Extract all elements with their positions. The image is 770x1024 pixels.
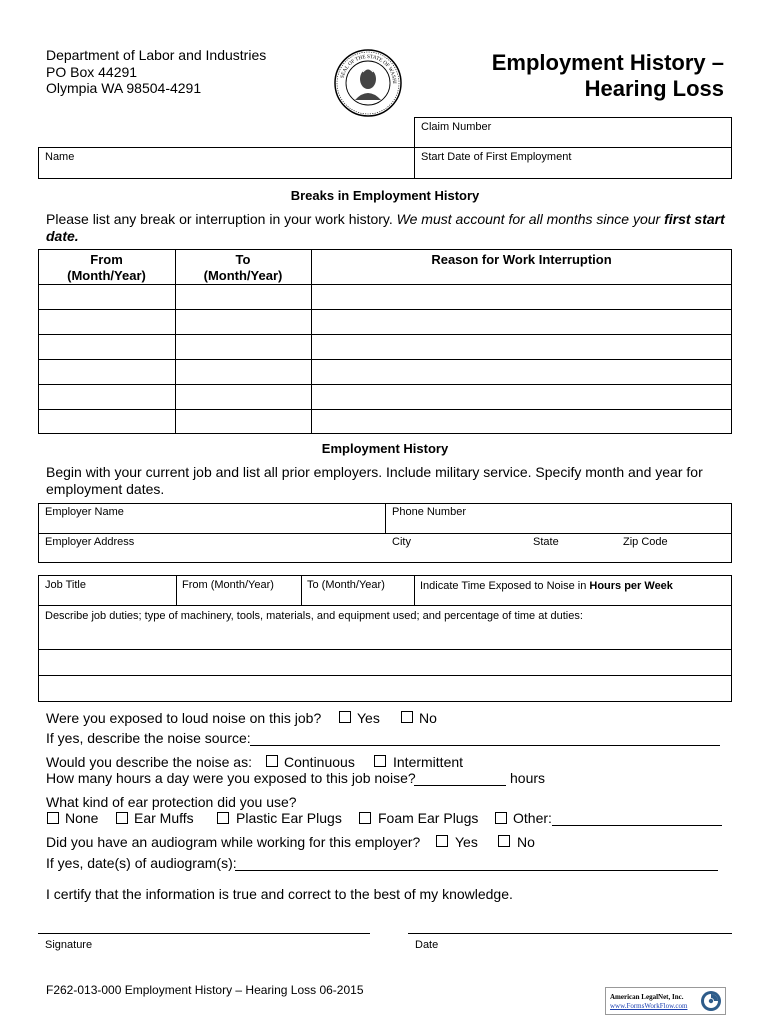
claim-number-label: Claim Number (421, 121, 492, 133)
q-audiogram-dates: If yes, date(s) of audiogram(s): (46, 855, 237, 871)
job-to-label: To (Month/Year) (307, 579, 385, 591)
employer-name-label: Employer Name (45, 506, 124, 518)
form-id: F262-013-000 Employment History – Hearing Loss 06-2015 (46, 983, 364, 997)
vendor-url[interactable]: www.FormsWorkFlow.com (610, 1002, 688, 1010)
hours-per-day-line[interactable] (414, 785, 506, 786)
seal-text: SEAL OF THE STATE OF WASHI (339, 53, 398, 84)
noise-source-line[interactable] (250, 745, 720, 746)
employment-heading: Employment History (321, 441, 449, 456)
agency-po-box: PO Box 44291 (46, 63, 138, 80)
employer-col-divider (385, 503, 386, 533)
vendor-name: American LegalNet, Inc. (610, 993, 684, 1001)
q-noise-source: If yes, describe the noise source: (46, 730, 251, 746)
plastic-plugs-label: Plastic Ear Plugs (236, 810, 342, 826)
audiogram-yes-label: Yes (455, 834, 478, 850)
job-row-divider (38, 605, 732, 606)
start-date-label: Start Date of First Employment (421, 151, 572, 163)
title-line-2: Hearing Loss (584, 76, 724, 101)
noise-no-label: No (419, 710, 437, 726)
name-label: Name (45, 151, 75, 163)
noise-no-checkbox[interactable] (401, 711, 413, 723)
job-col-divider (176, 575, 177, 605)
audiogram-yes-checkbox[interactable] (436, 835, 448, 847)
continuous-checkbox[interactable] (266, 755, 278, 767)
col-from-label: From (90, 252, 123, 267)
date-label: Date (415, 939, 439, 951)
job-from-label: From (Month/Year) (182, 579, 274, 591)
signature-line[interactable] (38, 933, 370, 934)
job-col-divider (301, 575, 302, 605)
intermittent-checkbox[interactable] (374, 755, 386, 767)
continuous-label: Continuous (284, 754, 355, 770)
breaks-col-divider (311, 249, 312, 434)
q-audiogram: Did you have an audiogram while working for this employer? (46, 834, 421, 850)
breaks-instruction-italic: We must account for all months since your (396, 211, 665, 227)
other-line[interactable] (552, 825, 722, 826)
col-header-from (38, 252, 175, 284)
agency-city: Olympia WA 98504-4291 (46, 80, 202, 96)
employer-row-divider (38, 533, 732, 534)
col-from-sublabel: (Month/Year) (67, 268, 146, 283)
breaks-heading: Breaks in Employment History (290, 188, 480, 203)
breaks-row-divider (38, 359, 732, 360)
breaks-row-divider (38, 384, 732, 385)
other-label: Other: (513, 810, 552, 826)
q-noise-type: Would you describe the noise as: (46, 754, 252, 770)
breaks-instruction-bold: first start (664, 211, 725, 227)
foam-plugs-checkbox[interactable] (359, 812, 371, 824)
noise-hours-plain: Indicate Time Exposed to Noise in (420, 580, 590, 592)
ear-muffs-checkbox[interactable] (116, 812, 128, 824)
foam-plugs-label: Foam Ear Plugs (378, 810, 479, 826)
q-noise-exposed: Were you exposed to loud noise on this job? (46, 710, 322, 726)
noise-hours-bold: Hours per Week (589, 580, 673, 592)
certify-statement: I certify that the information is true and correct to the best of my knowledge. (46, 886, 513, 902)
breaks-row-divider (38, 309, 732, 310)
audiogram-no-checkbox[interactable] (498, 835, 510, 847)
q-ear-protection: What kind of ear protection did you use? (46, 794, 297, 810)
plastic-plugs-checkbox[interactable] (217, 812, 229, 824)
job-title-label: Job Title (45, 579, 86, 591)
city-label: City (392, 536, 411, 548)
employment-instruction-line-2: employment dates. (46, 481, 165, 497)
q-hours-per-day: How many hours a day were you exposed to this job noise? (46, 770, 416, 786)
col-header-to (175, 252, 311, 284)
none-checkbox[interactable] (47, 812, 59, 824)
hours-label: hours (510, 770, 546, 786)
vendor-badge (605, 987, 726, 1015)
employment-instruction (46, 464, 746, 498)
audiogram-no-label: No (517, 834, 535, 850)
claim-number-field[interactable] (414, 117, 732, 148)
job-block (38, 575, 732, 702)
ear-muffs-label: Ear Muffs (134, 810, 194, 826)
state-label: State (533, 536, 559, 548)
state-seal-icon (333, 48, 403, 118)
audiogram-dates-line[interactable] (235, 870, 718, 871)
breaks-row-divider (38, 334, 732, 335)
breaks-instruction-bold-2: date. (46, 228, 79, 244)
start-date-field[interactable] (414, 147, 732, 179)
intermittent-label: Intermittent (393, 754, 464, 770)
vendor-logo-icon (700, 990, 722, 1012)
signature-label: Signature (45, 939, 93, 951)
job-duties-label: Describe job duties; type of machinery, tools, materials, and equipment used; and percentage of time at duties: (45, 610, 583, 622)
col-to-label: To (235, 252, 251, 267)
date-line[interactable] (408, 933, 732, 934)
phone-number-label: Phone Number (392, 506, 466, 518)
breaks-row-divider (38, 409, 732, 410)
noise-yes-label: Yes (357, 710, 380, 726)
noise-yes-checkbox[interactable] (339, 711, 351, 723)
employer-address-label: Employer Address (45, 536, 135, 548)
none-label: None (65, 810, 99, 826)
job-row-divider (38, 649, 732, 650)
name-field[interactable] (38, 147, 415, 179)
title-line-1: Employment History – (491, 50, 724, 75)
zip-code-label: Zip Code (623, 536, 668, 548)
other-checkbox[interactable] (495, 812, 507, 824)
page-title (492, 50, 724, 102)
breaks-instruction-plain: Please list any break or interruption in your work history. (46, 211, 397, 227)
breaks-instruction (46, 211, 736, 245)
job-row-divider (38, 675, 732, 676)
col-to-sublabel: (Month/Year) (203, 268, 283, 283)
noise-hours-label (420, 580, 673, 592)
breaks-row-divider (38, 284, 732, 285)
agency-name: Department of Labor and Industries (46, 47, 267, 63)
agency-address (46, 47, 266, 97)
employment-instruction-line-1: Begin with your current job and list all prior employers. Include military service. Specify month and year for (46, 464, 703, 480)
job-col-divider (414, 575, 415, 605)
col-header-reason: Reason for Work Interruption (431, 252, 612, 267)
